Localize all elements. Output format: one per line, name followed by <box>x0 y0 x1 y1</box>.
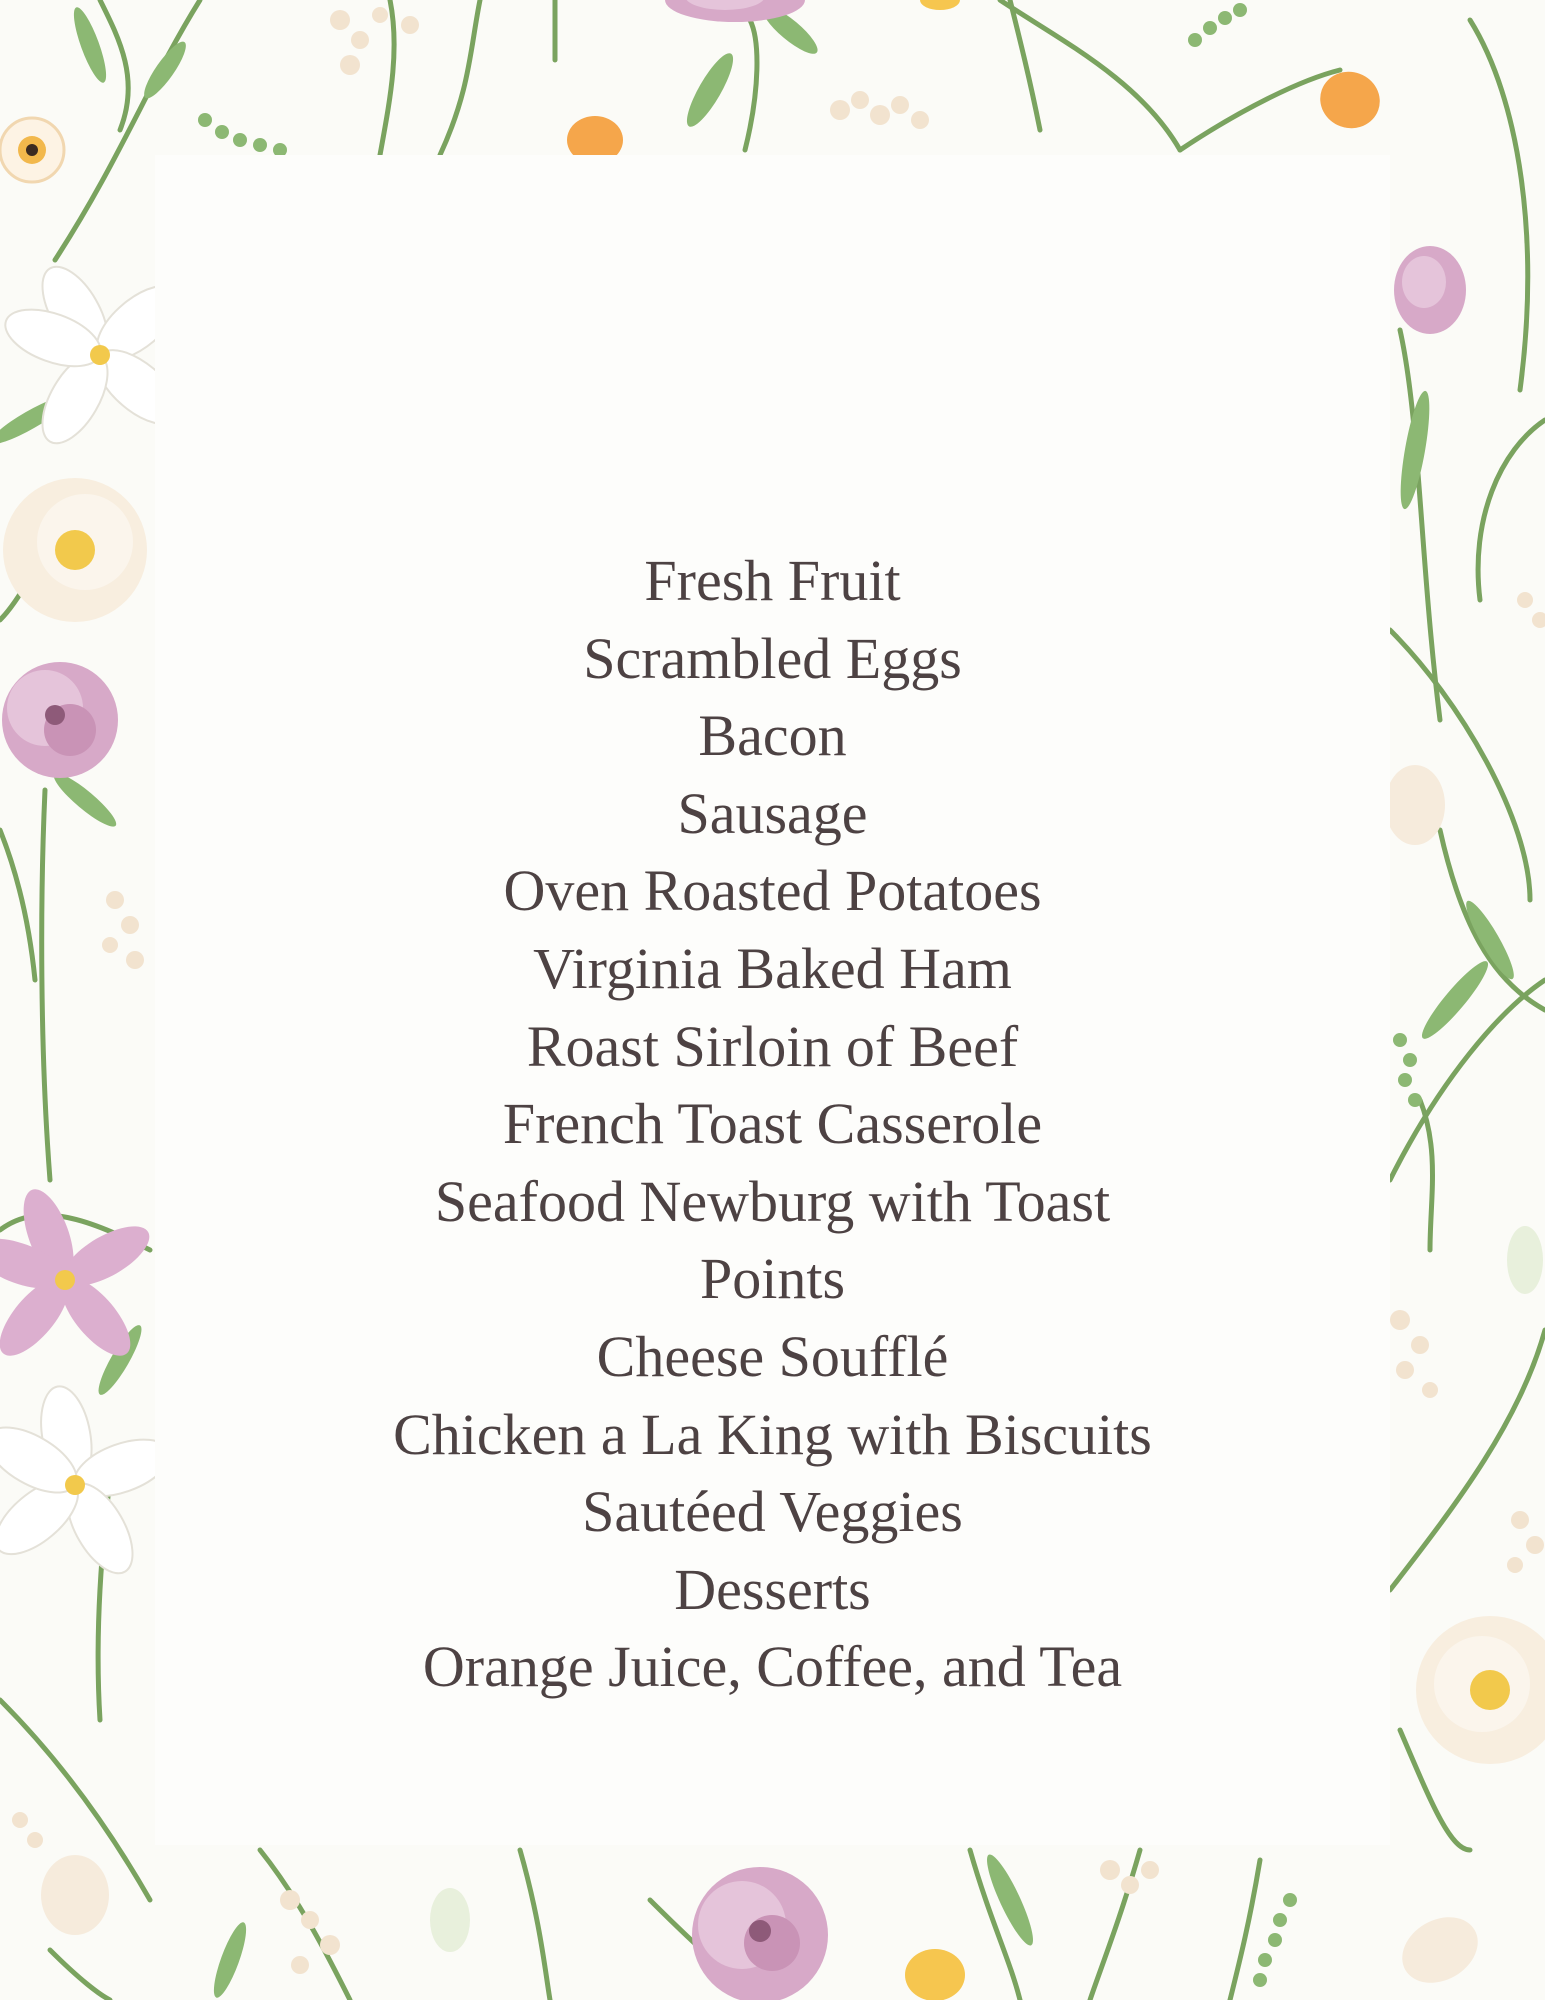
menu-list <box>155 542 1390 1706</box>
menu-card <box>155 155 1390 1845</box>
menu-item-sausage: Sausage <box>677 780 868 846</box>
menu-item-desserts: Desserts <box>674 1556 871 1622</box>
menu-item-virginia-baked-ham: Virginia Baked Ham <box>533 935 1012 1001</box>
menu-item-cheese-souffle: Cheese Soufflé <box>596 1323 949 1389</box>
menu-item-seafood-newburg: Seafood Newburg with Toast <box>434 1168 1111 1234</box>
menu-item-chicken-a-la-king: Chicken a La King with Biscuits <box>393 1401 1152 1467</box>
menu-item-fresh-fruit: Fresh Fruit <box>644 548 901 613</box>
menu-item-beverages: Orange Juice, Coffee, and Tea <box>422 1634 1123 1700</box>
menu-item-seafood-newburg-continued: Points <box>699 1246 846 1312</box>
menu-item-sauteed-veggies: Sautéed Veggies <box>582 1479 963 1545</box>
menu-item-french-toast-casserole: French Toast Casserole <box>502 1091 1043 1157</box>
menu-item-oven-roasted-potatoes: Oven Roasted Potatoes <box>503 858 1042 924</box>
menu-item-scrambled-eggs: Scrambled Eggs <box>583 625 962 691</box>
menu-item-bacon: Bacon <box>698 703 847 769</box>
daisy-flower <box>0 118 64 182</box>
menu-item-roast-sirloin: Roast Sirloin of Beef <box>526 1013 1019 1079</box>
